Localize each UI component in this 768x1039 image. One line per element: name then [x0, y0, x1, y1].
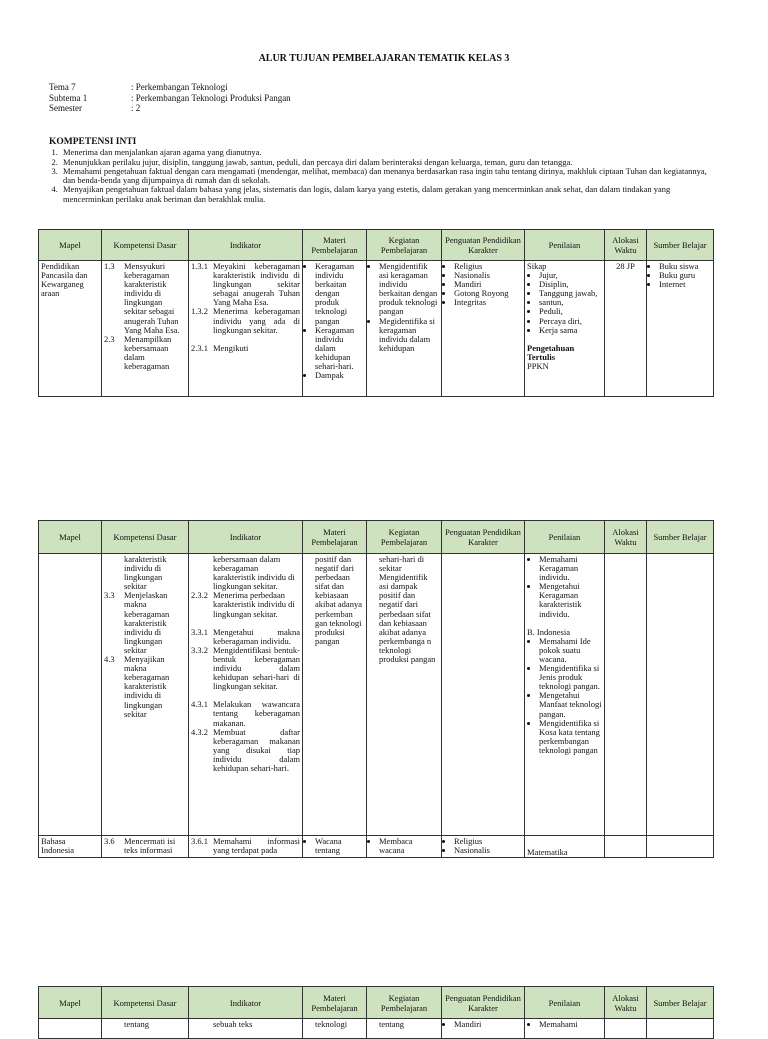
table-row [39, 1019, 714, 1039]
cell-kd [102, 261, 189, 397]
header-indikator: Indikator [189, 521, 303, 554]
header-materi: Materi Pembelajaran [303, 521, 367, 554]
penilaian-item: • Tanggung jawab, [539, 289, 602, 298]
cell-alokasi [605, 836, 647, 858]
cell-materi: positif dan negatif dari perbedaan sifat dan kebiasaan akibat adanya perkemban gan teknologi produksi pangan [303, 554, 367, 836]
header-kd: Kompetensi Dasar [102, 230, 189, 261]
cell-alokasi: 28 JP [605, 261, 647, 397]
indicator-item: 1.3.1 Meyakini keberagaman karakteristik individu di lingkungan sekitar sebagai anugerah Tuhan Yang Maha Esa. [191, 261, 300, 308]
kd-item: 1.3 Mensyukuri keberagaman karakteristik individu di lingkungan sekitar sebagai anugerah Tuhan Yang Maha Esa. [104, 261, 180, 335]
core-competence-item: 1. Menerima dan menjalankan ajaran agama yang dianutnya. [60, 148, 714, 157]
indicator-item: 4.3.2 Membuat daftar keberagaman makanan yang disukai tiap individu dalam kehidupan sehari-hari. [191, 726, 300, 773]
header-alokasi: Alokasi Waktu [605, 521, 647, 554]
header-materi: Materi Pembelajaran [303, 987, 367, 1019]
cell-ppk [442, 836, 525, 858]
semester-value: : 2 [131, 103, 141, 113]
cell-materi [303, 261, 367, 397]
indicator-item: 4.3.1 Melakukan wawancara tentang keberagaman makanan. [191, 699, 300, 728]
header-penilaian: Penilaian [525, 230, 605, 261]
penilaian-item: • Disiplin, [539, 280, 602, 289]
cell-indikator [189, 836, 303, 858]
ppk-item: • Gotong Royong [454, 289, 522, 298]
theme-info [49, 82, 291, 114]
kd-item: 4.3 Menyajikan makna keberagaman karakteristik individu di lingkungan sekitar [104, 654, 170, 719]
cell-penilaian: Matematika [525, 836, 605, 858]
cell-kegiatan [367, 836, 442, 858]
cell-sumber [647, 1019, 714, 1039]
cell-ppk [442, 1019, 525, 1039]
core-competence-heading: KOMPETENSI INTI [49, 137, 137, 147]
header-kd: Kompetensi Dasar [102, 521, 189, 554]
penilaian-item: • Kerja sama [539, 326, 602, 335]
cell-kegiatan [367, 261, 442, 397]
cell-kegiatan: tentang [367, 1019, 442, 1039]
kegiatan-item: • Megidentifika si keragaman individu dalam kehidupan [379, 317, 439, 353]
subtheme-row [49, 93, 291, 104]
penilaian-heading: Sikap [527, 261, 547, 271]
penilaian-item: • Memahami [539, 1020, 602, 1029]
ppk-item: • Nasionalis [454, 846, 522, 855]
cell-mapel [39, 1019, 102, 1039]
indicator-item: 2.3.1 Mengikuti [191, 342, 249, 353]
table-row [39, 836, 714, 858]
cell-sumber [647, 261, 714, 397]
header-mapel: Mapel [39, 521, 102, 554]
header-kd: Kompetensi Dasar [102, 987, 189, 1019]
cell-alokasi [605, 1019, 647, 1039]
indicator-item: 3.6.1 Memahami informasi yang terdapat pada [191, 836, 300, 856]
cell-mapel: Pendidikan Pancasila dan Kewarganeg araan [39, 261, 102, 397]
cell-ppk [442, 261, 525, 397]
cell-kd [102, 836, 189, 858]
table-row [39, 261, 714, 397]
core-competence-item: 3. Memahami pengetahuan faktual dengan cara mengamati (mendengar, melihat, membaca) dan menanya berdasarkan rasa ingin tahu tentang dirinya, makhluk ciptaan Tuhan dan kegiatannya, dan benda-benda yang dijumpainya di rumah dan di sekolah. [60, 167, 714, 186]
header-alokasi: Alokasi Waktu [605, 987, 647, 1019]
penilaian-item: • Percaya diri, [539, 317, 602, 326]
header-ppk: Penguatan Pendidikan Karakter [442, 521, 525, 554]
header-alokasi: Alokasi Waktu [605, 230, 647, 261]
penilaian-subheading: Pengetahuan Tertulis [527, 342, 575, 362]
kd-item: 3.6 Mencermati isi teks informasi [104, 836, 176, 856]
indicator-item: 3.3.2 Mengidentifikasi bentuk-bentuk keberagaman individu dalam kehidupan sehari-hari di lingkungan sekitar. [191, 644, 300, 692]
header-penilaian: Penilaian [525, 521, 605, 554]
header-indikator: Indikator [189, 230, 303, 261]
page-title: ALUR TUJUAN PEMBELAJARAN TEMATIK KELAS 3 [258, 53, 510, 64]
core-competence-section [49, 138, 714, 204]
cell-alokasi [605, 554, 647, 836]
sumber-item: • Internet [659, 280, 711, 289]
ppk-item: • Nasionalis [454, 271, 522, 280]
subtheme-value: : Perkembangan Teknologi Produksi Pangan [131, 92, 291, 103]
theme-value: : Perkembangan Teknologi [131, 82, 228, 92]
penilaian-item: • Peduli, [539, 307, 602, 316]
header-kegiatan: Kegiatan Pembelajaran [367, 230, 442, 261]
cell-materi [303, 836, 367, 858]
penilaian-subject: PPKN [527, 360, 549, 371]
sumber-item: • Buku siswa [659, 262, 711, 271]
cell-ppk [442, 554, 525, 836]
header-mapel: Mapel [39, 987, 102, 1019]
core-competence-item: 2. Menunjukkan perilaku jujur, disiplin, tanggung jawab, santun, peduli, dan percaya diri dalam berinteraksi dengan keluarga, teman, guru dan tetangga. [60, 158, 714, 167]
header-ppk: Penguatan Pendidikan Karakter [442, 230, 525, 261]
cell-penilaian [525, 554, 605, 836]
ppk-item: • Religius [454, 837, 522, 846]
cell-indikator [189, 554, 303, 836]
cell-indikator [189, 261, 303, 397]
table-header-row [39, 230, 714, 261]
kegiatan-item: • Membaca wacana [379, 837, 439, 855]
indicator-item: 2.3.2 Menerima perbedaan karakteristik individu di lingkungan sekitar. [191, 590, 295, 619]
cell-mapel: Bahasa Indonesia [39, 836, 102, 858]
penilaian-item: • Mengetahui Keragaman karakteristik individu. [539, 582, 602, 618]
cell-sumber [647, 836, 714, 858]
learning-flow-table-3 [38, 986, 714, 1039]
cell-penilaian [525, 1019, 605, 1039]
penilaian-item: • Jujur, [539, 271, 602, 280]
header-indikator: Indikator [189, 987, 303, 1019]
table-header-row [39, 987, 714, 1019]
kd-continued: karakteristik individu di lingkungan sekitar [124, 554, 167, 592]
core-competence-item: 4. Menyajikan pengetahuan faktual dalam bahasa yang jelas, sistematis dan logis, dalam karya yang estetis, dalam gerakan yang mencerminkan anak sehat, dan dalam tindakan yang mencerminkan perilaku anak beriman dan berakhlak mulia. [60, 185, 714, 204]
kd-item: 2.3 Menampilkan kebersamaan dalam keberagaman [104, 333, 172, 372]
header-materi: Materi Pembelajaran [303, 230, 367, 261]
penilaian-item: • santun, [539, 298, 602, 307]
header-penilaian: Penilaian [525, 987, 605, 1019]
cell-kegiatan: sehari-hari di sekitar Mengidentifik asi dampak positif dan negatif dari perbedaan sifat dan kebiasaan akibat adanya perkembanga n teknologi produksi pangan [367, 554, 442, 836]
core-competence-list [49, 148, 714, 204]
penilaian-item: • Mengidentifika si Kosa kata tentang perkembangan teknologi pangan [539, 719, 602, 755]
penilaian-subheading: B. Indonesia [527, 626, 570, 637]
sumber-item: • Buku guru [659, 271, 711, 280]
cell-sumber [647, 554, 714, 836]
table-header-row [39, 521, 714, 554]
table-row [39, 554, 714, 836]
header-sumber: Sumber Belajar [647, 230, 714, 261]
indicator-item: 1.3.2 Menerima keberagaman individu yang ada di lingkungan sekitar. [191, 306, 300, 335]
indicator-item: 3.3.1 Mengetahui makna keberagaman individu. [191, 626, 300, 646]
header-sumber: Sumber Belajar [647, 987, 714, 1019]
materi-item: • Keragaman individu berkaitan dengan produk teknologi pangan [315, 262, 364, 326]
cell-indikator: sebuah teks [189, 1019, 303, 1039]
materi-item: • Dampak [315, 371, 364, 380]
penilaian-item: • Mengetahui Manfaat teknologi pangan. [539, 691, 602, 718]
kegiatan-item: • Mengidentifik asi keragaman individu berkaitan dengan produk teknologi pangan [379, 262, 439, 317]
kd-item: 3.3 Menjelaskan makna keberagaman karakteristik individu di lingkungan sekitar [104, 590, 170, 655]
theme-row [49, 82, 291, 93]
header-sumber: Sumber Belajar [647, 521, 714, 554]
learning-flow-table-2 [38, 520, 714, 858]
ppk-item: • Mandiri [454, 280, 522, 289]
penilaian-item: • Memahami Keragaman individu. [539, 555, 602, 582]
semester-row [49, 103, 291, 114]
cell-kd: tentang [102, 1019, 189, 1039]
materi-item: • Keragaman individu dalam kehidupan sehari-hari. [315, 326, 364, 371]
penilaian-item: • Mengidentifika si Jenis produk teknologi pangan. [539, 664, 602, 691]
materi-item: • Wacana tentang [315, 837, 364, 855]
cell-penilaian [525, 261, 605, 397]
ppk-item: • Mandiri [454, 1020, 522, 1029]
theme-label: Tema 7 [49, 82, 76, 92]
subtheme-label: Subtema 1 [49, 92, 88, 103]
cell-kd [102, 554, 189, 836]
ppk-item: • Integritas [454, 298, 522, 307]
ppk-item: • Religius [454, 262, 522, 271]
penilaian-item: • Memahami Ide pokok suatu wacana. [539, 637, 602, 664]
cell-materi: teknologi [303, 1019, 367, 1039]
header-kegiatan: Kegiatan Pembelajaran [367, 521, 442, 554]
header-mapel: Mapel [39, 230, 102, 261]
indicator-continued: kebersamaan dalam keberagaman karakteristik individu di lingkungan sekitar. [213, 554, 295, 592]
learning-flow-table-1 [38, 229, 714, 397]
header-kegiatan: Kegiatan Pembelajaran [367, 987, 442, 1019]
header-ppk: Penguatan Pendidikan Karakter [442, 987, 525, 1019]
semester-label: Semester [49, 103, 82, 113]
cell-mapel [39, 554, 102, 836]
